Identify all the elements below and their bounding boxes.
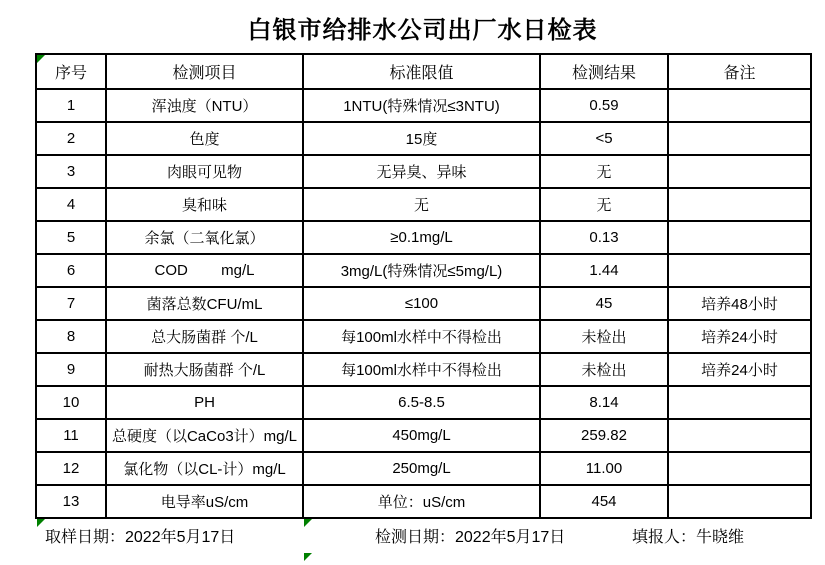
cell-item: 氯化物（以CL-计）mg/L bbox=[106, 452, 303, 485]
cell-remark bbox=[668, 155, 811, 188]
cell-no: 13 bbox=[36, 485, 106, 518]
cell-remark: 培养48小时 bbox=[668, 287, 811, 320]
cell-item: 浑浊度（NTU） bbox=[106, 89, 303, 122]
cell-item: 肉眼可见物 bbox=[106, 155, 303, 188]
cell-no: 9 bbox=[36, 353, 106, 386]
header-no: 序号 bbox=[36, 54, 106, 89]
cell-remark bbox=[668, 89, 811, 122]
cell-item: 菌落总数CFU/mL bbox=[106, 287, 303, 320]
cell-limit: ≥0.1mg/L bbox=[303, 221, 540, 254]
table-row bbox=[36, 386, 811, 419]
excel-cell-marker-icon bbox=[304, 519, 312, 527]
cell-remark bbox=[668, 386, 811, 419]
cell-item: PH bbox=[106, 386, 303, 419]
cell-remark bbox=[668, 485, 811, 518]
cell-remark: 培养24小时 bbox=[668, 320, 811, 353]
table-row bbox=[36, 122, 811, 155]
cell-no: 3 bbox=[36, 155, 106, 188]
cell-result: 259.82 bbox=[540, 419, 668, 452]
cell-no: 2 bbox=[36, 122, 106, 155]
excel-cell-marker-icon bbox=[37, 519, 45, 527]
table-row bbox=[36, 485, 811, 518]
table-row bbox=[36, 353, 811, 386]
cell-item: 余氯（二氧化氯） bbox=[106, 221, 303, 254]
cell-result: 0.59 bbox=[540, 89, 668, 122]
cell-remark bbox=[668, 452, 811, 485]
table-header-row bbox=[36, 54, 811, 89]
cell-item: 耐热大肠菌群 个/L bbox=[106, 353, 303, 386]
table-row bbox=[36, 287, 811, 320]
cell-no: 12 bbox=[36, 452, 106, 485]
cell-result: 8.14 bbox=[540, 386, 668, 419]
cell-limit: 15度 bbox=[303, 122, 540, 155]
cell-remark: 培养24小时 bbox=[668, 353, 811, 386]
cell-no: 8 bbox=[36, 320, 106, 353]
cell-item: COD mg/L bbox=[106, 254, 303, 287]
cell-result: 无 bbox=[540, 155, 668, 188]
test-date-label: 检测日期：2022年5月17日 bbox=[375, 529, 566, 546]
cell-no: 5 bbox=[36, 221, 106, 254]
table-row bbox=[36, 320, 811, 353]
cell-remark bbox=[668, 419, 811, 452]
header-item: 检测项目 bbox=[106, 54, 303, 89]
table-row bbox=[36, 221, 811, 254]
table-row bbox=[36, 419, 811, 452]
cell-remark bbox=[668, 188, 811, 221]
table-row bbox=[36, 452, 811, 485]
cell-limit: 450mg/L bbox=[303, 419, 540, 452]
cell-limit: 250mg/L bbox=[303, 452, 540, 485]
cell-item: 色度 bbox=[106, 122, 303, 155]
excel-cell-marker-icon bbox=[304, 553, 312, 561]
cell-result: 45 bbox=[540, 287, 668, 320]
cell-no: 7 bbox=[36, 287, 106, 320]
cell-result: 11.00 bbox=[540, 452, 668, 485]
table-row bbox=[36, 89, 811, 122]
page-title: 白银市给排水公司出厂水日检表 bbox=[247, 17, 598, 44]
cell-result: 未检出 bbox=[540, 320, 668, 353]
cell-limit: ≤100 bbox=[303, 287, 540, 320]
cell-no: 6 bbox=[36, 254, 106, 287]
cell-remark bbox=[668, 122, 811, 155]
cell-remark bbox=[668, 254, 811, 287]
cell-no: 10 bbox=[36, 386, 106, 419]
cell-result: 0.13 bbox=[540, 221, 668, 254]
header-remark: 备注 bbox=[668, 54, 811, 89]
table-row bbox=[36, 155, 811, 188]
cell-item: 总硬度（以CaCo3计）mg/L bbox=[106, 419, 303, 452]
cell-limit: 1NTU(特殊情况≤3NTU) bbox=[303, 89, 540, 122]
cell-no: 11 bbox=[36, 419, 106, 452]
cell-result: 未检出 bbox=[540, 353, 668, 386]
cell-limit: 无异臭、异味 bbox=[303, 155, 540, 188]
excel-cell-marker-icon bbox=[37, 55, 45, 63]
cell-limit: 每100ml水样中不得检出 bbox=[303, 320, 540, 353]
cell-item: 电导率uS/cm bbox=[106, 485, 303, 518]
cell-limit: 6.5-8.5 bbox=[303, 386, 540, 419]
cell-result: 454 bbox=[540, 485, 668, 518]
cell-limit: 无 bbox=[303, 188, 540, 221]
cell-item: 臭和味 bbox=[106, 188, 303, 221]
water-quality-table bbox=[35, 53, 812, 519]
sampling-date-label: 取样日期：2022年5月17日 bbox=[45, 529, 236, 546]
header-limit: 标准限值 bbox=[303, 54, 540, 89]
cell-no: 1 bbox=[36, 89, 106, 122]
table-row bbox=[36, 254, 811, 287]
table-row bbox=[36, 188, 811, 221]
cell-item: 总大肠菌群 个/L bbox=[106, 320, 303, 353]
cell-result: <5 bbox=[540, 122, 668, 155]
cell-limit: 单位：uS/cm bbox=[303, 485, 540, 518]
cell-result: 1.44 bbox=[540, 254, 668, 287]
cell-no: 4 bbox=[36, 188, 106, 221]
cell-result: 无 bbox=[540, 188, 668, 221]
cell-limit: 3mg/L(特殊情况≤5mg/L) bbox=[303, 254, 540, 287]
cell-limit: 每100ml水样中不得检出 bbox=[303, 353, 540, 386]
reporter-label: 填报人：牛晓维 bbox=[632, 529, 745, 546]
cell-remark bbox=[668, 221, 811, 254]
header-result: 检测结果 bbox=[540, 54, 668, 89]
